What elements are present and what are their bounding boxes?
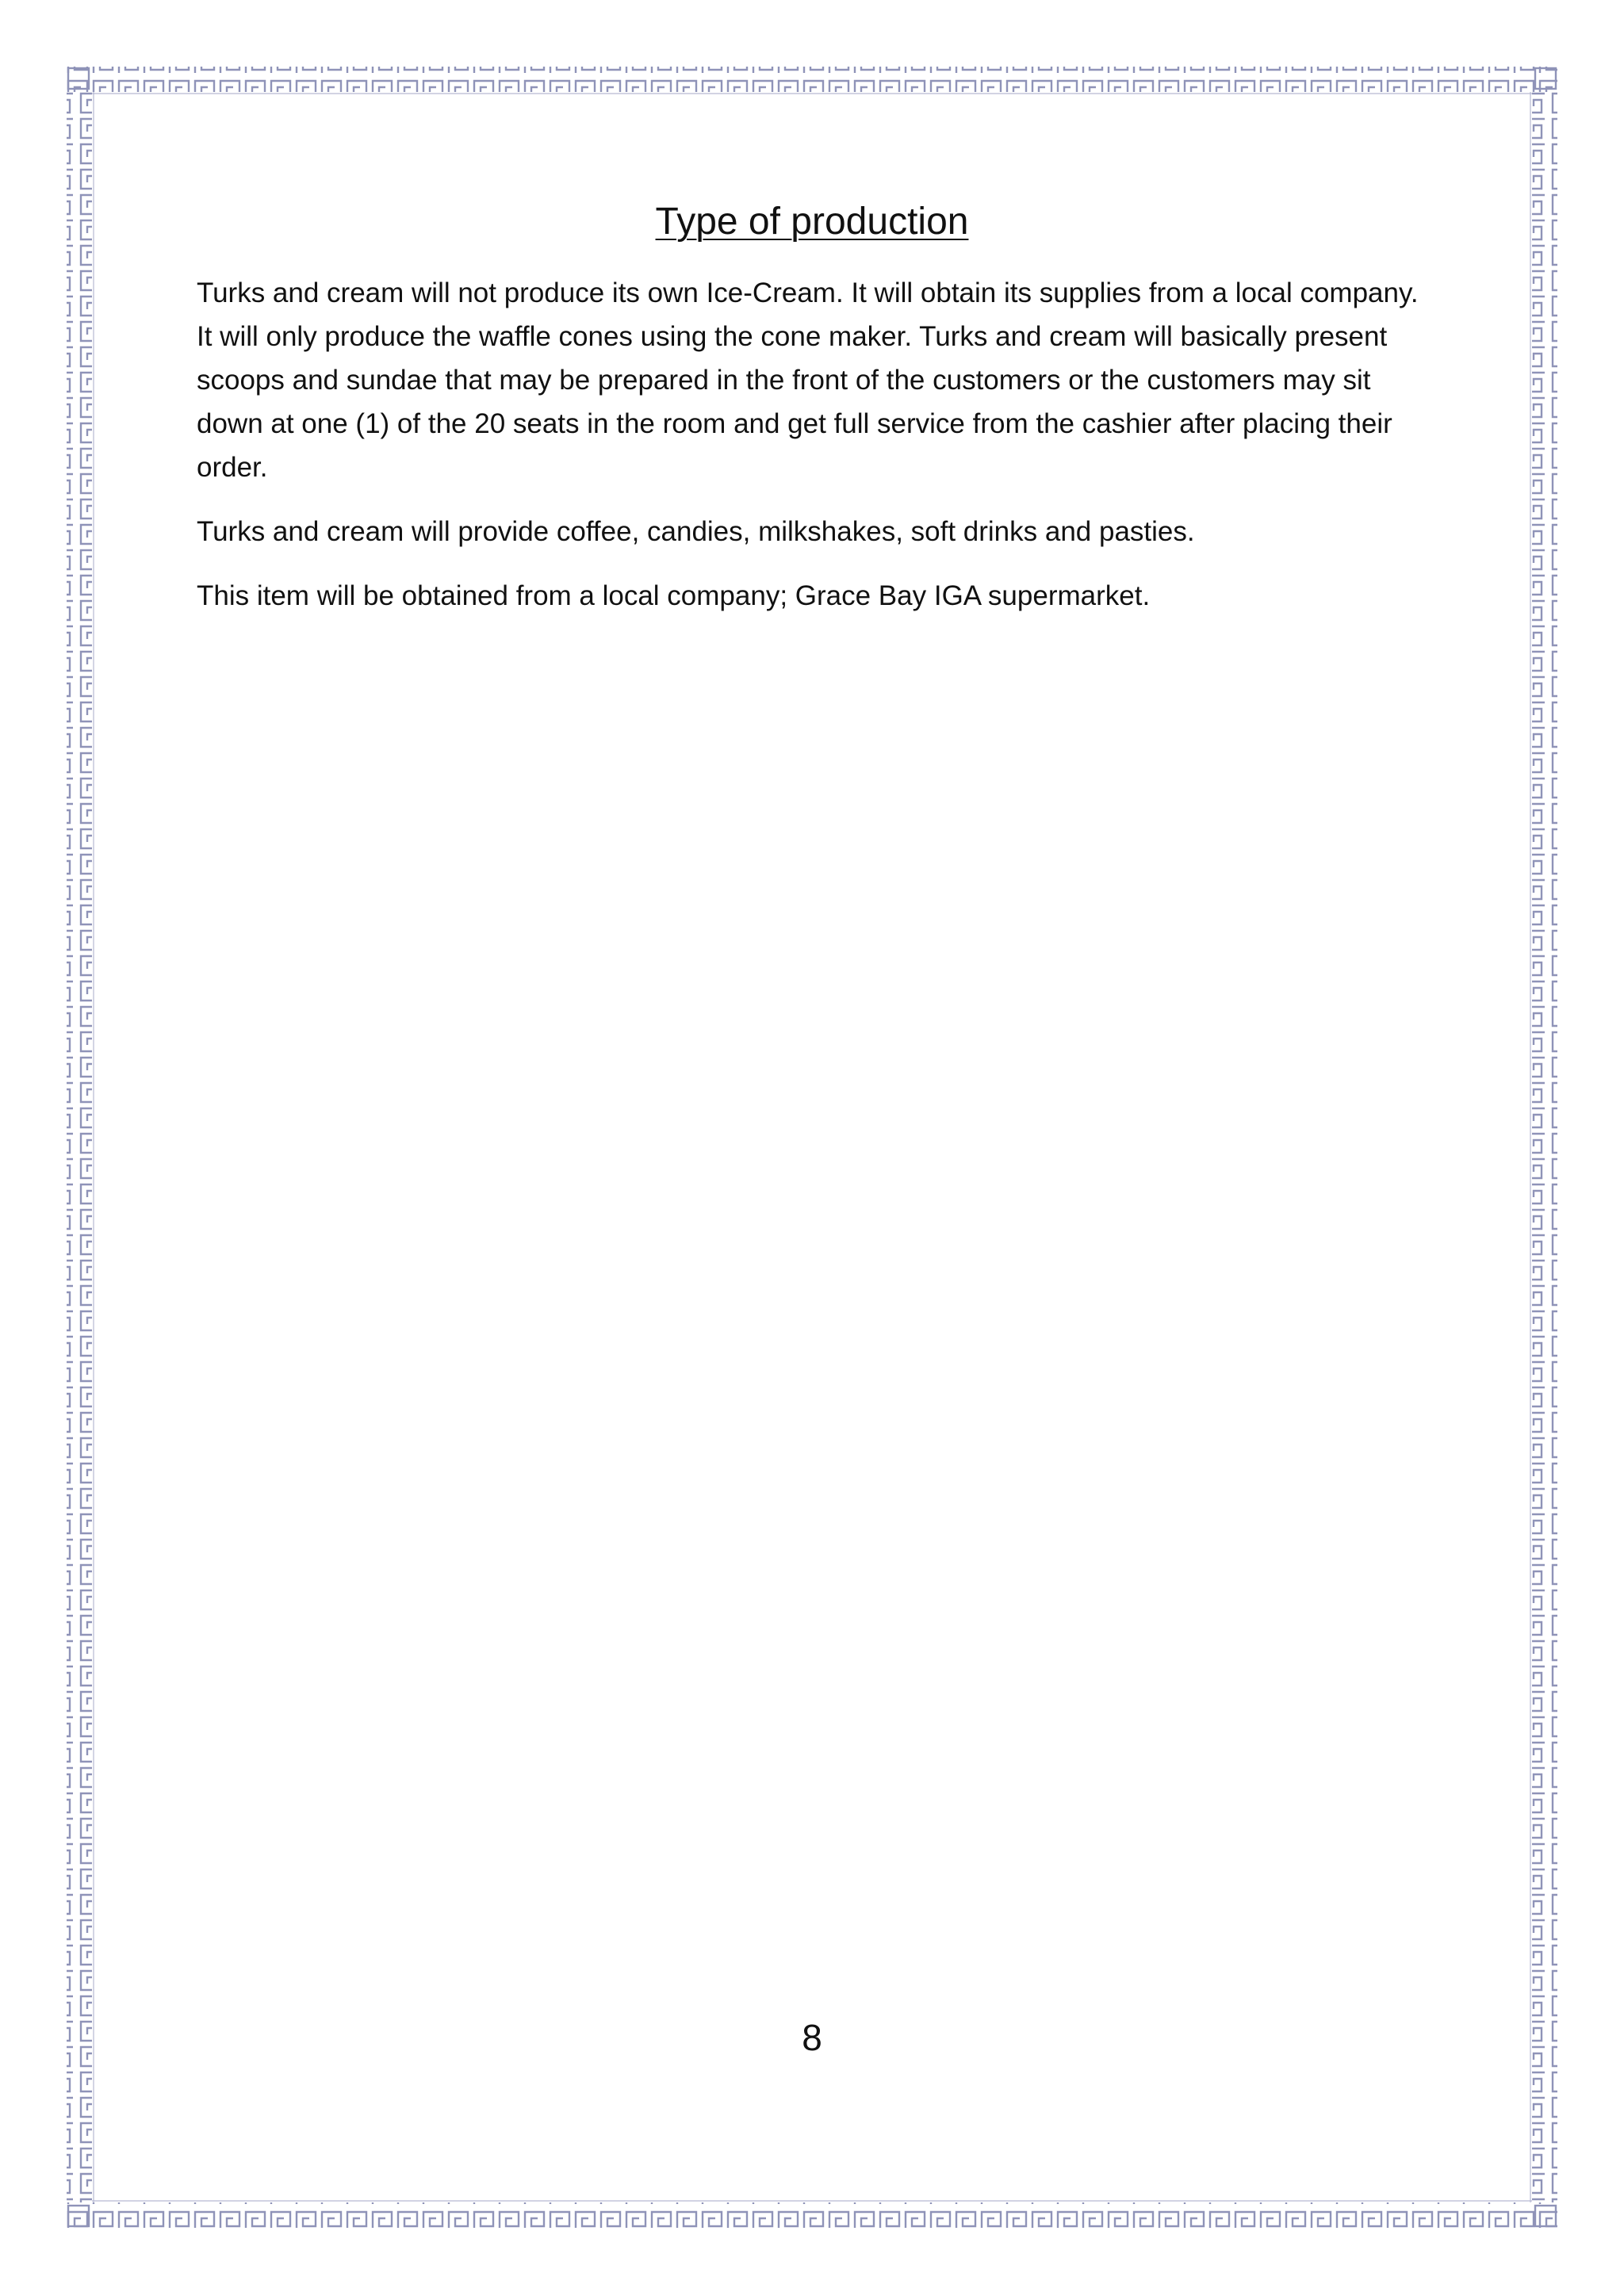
paragraph-supplier: This item will be obtained from a local company; Grace Bay IGA supermarket. (197, 580, 1151, 611)
page-title: Type of production (655, 201, 969, 243)
paragraph-production: Turks and cream will not produce its own Ice-Cream. It will obtain its supplies from a local company. It will only produce the waffle cones using the cone maker. Turks and cream will basically present scoops and sundae that may be prepared in the front of the customers or the customers may sit down at one (1) of the 20 seats in the room and get full service from the cashier after placing their order. (197, 277, 1419, 483)
page-content (197, 198, 1427, 638)
page-number: 8 (802, 2017, 822, 2058)
paragraph-products: Turks and cream will provide coffee, candies, milkshakes, soft drinks and pasties. (197, 516, 1195, 547)
